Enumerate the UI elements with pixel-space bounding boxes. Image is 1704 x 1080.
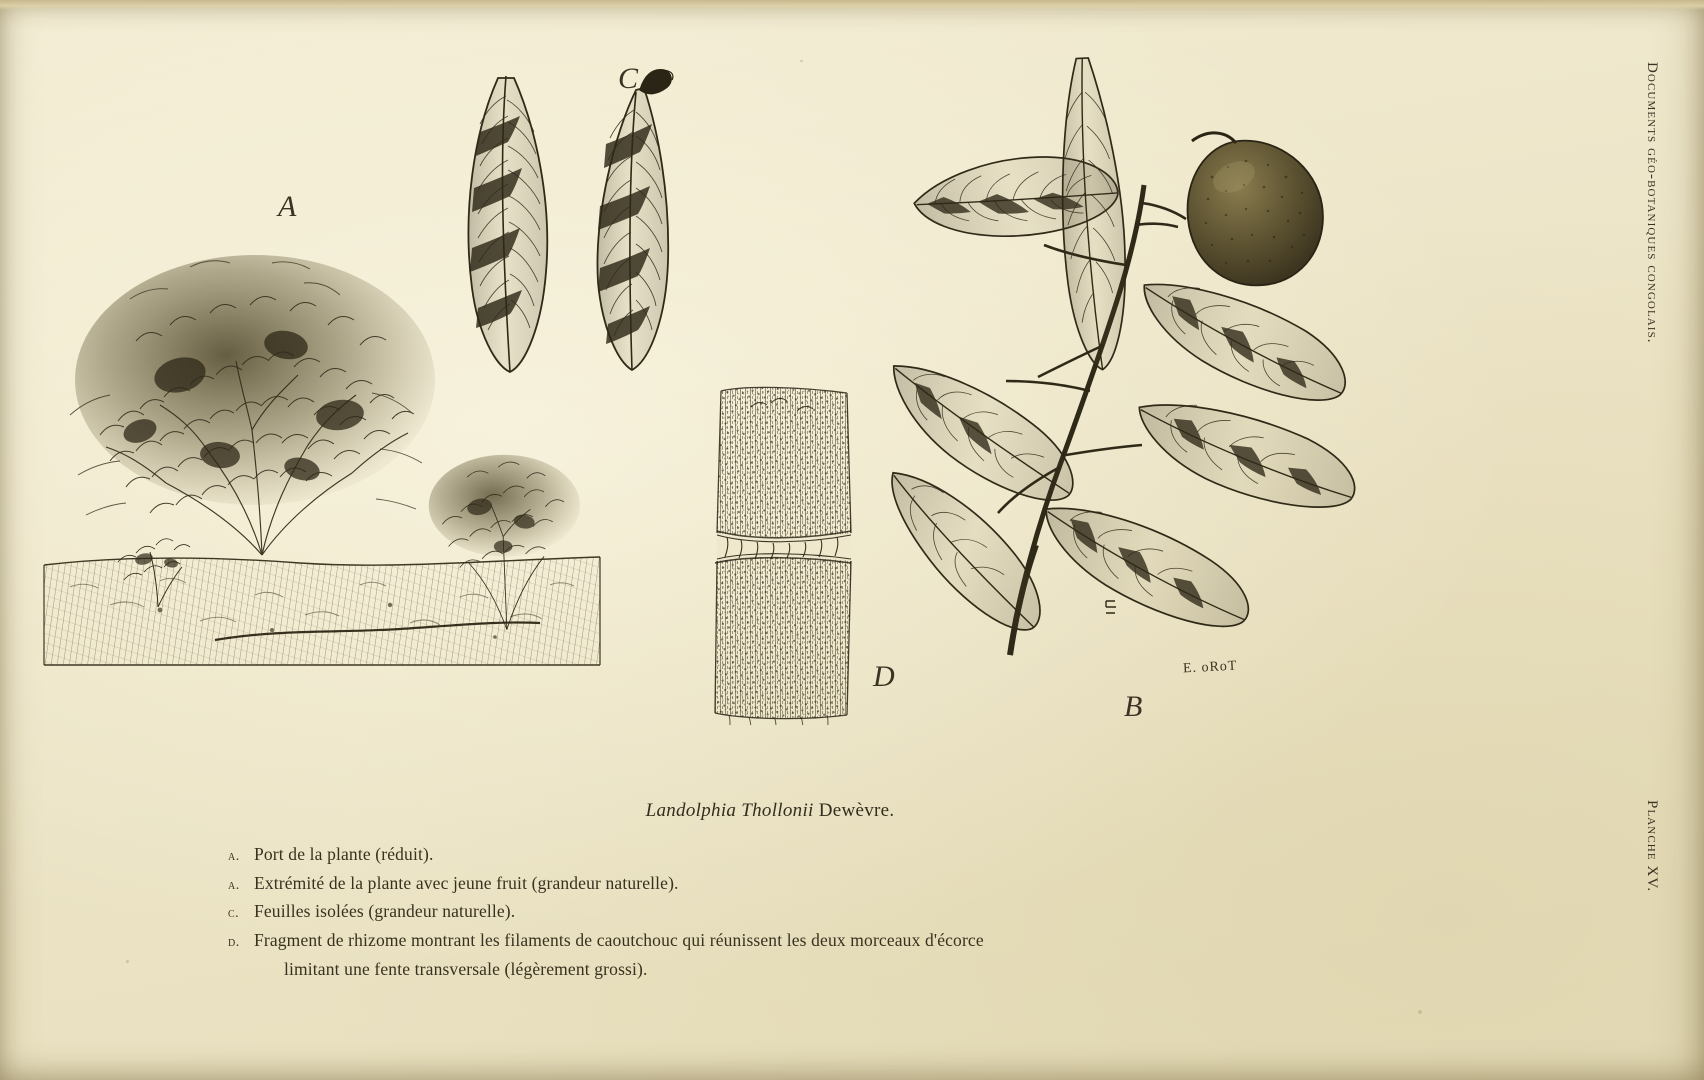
species-author: Dewèvre. xyxy=(818,800,895,821)
rhizome-fragment-illustration xyxy=(705,385,865,725)
legend-text: Feuilles isolées (grandeur naturelle). xyxy=(254,901,516,922)
legend-item xyxy=(228,897,1528,926)
paper-speck xyxy=(1418,1010,1422,1014)
legend-list xyxy=(228,840,1528,983)
legend-text: Port de la plante (réduit). xyxy=(254,844,434,864)
figure-label-a: A xyxy=(278,190,297,223)
figure-caption xyxy=(0,800,1540,822)
legend-text: Fragment de rhizome montrant les filaments de caoutchouc qui réunissent les deux morceaux d'écorce xyxy=(254,930,984,951)
legend-item xyxy=(228,840,1528,869)
legend-text: Extrémité de la plante avec jeune fruit (grandeur naturelle). xyxy=(254,872,679,893)
isolated-leaves-illustration xyxy=(450,60,720,390)
legend-item xyxy=(228,926,1528,983)
plate-number: Planche XV. xyxy=(1644,800,1660,893)
page-top-edge-shadow xyxy=(0,0,1704,10)
running-header: Documents géo-botaniques congolais. xyxy=(1644,62,1660,344)
legend-text-continuation: limitant une fente transversale (légèrement grossi). xyxy=(284,958,648,979)
artist-signature: E. oRoT xyxy=(1182,658,1238,677)
figure-label-b: B xyxy=(1124,690,1143,723)
figure-label-c: C xyxy=(618,62,639,95)
legend-key: c. xyxy=(228,906,240,922)
legend-key: d. xyxy=(228,935,240,951)
legend-key: a. xyxy=(228,877,240,893)
branch-with-fruit-illustration xyxy=(890,55,1510,705)
species-name xyxy=(646,800,895,821)
species-binomial: Landolphia Thollonii xyxy=(645,800,814,821)
figure-label-d: D xyxy=(873,660,895,693)
legend-key: a. xyxy=(228,849,240,864)
legend-item xyxy=(228,869,1528,898)
paper-speck xyxy=(800,60,803,62)
paper-speck xyxy=(126,960,129,963)
